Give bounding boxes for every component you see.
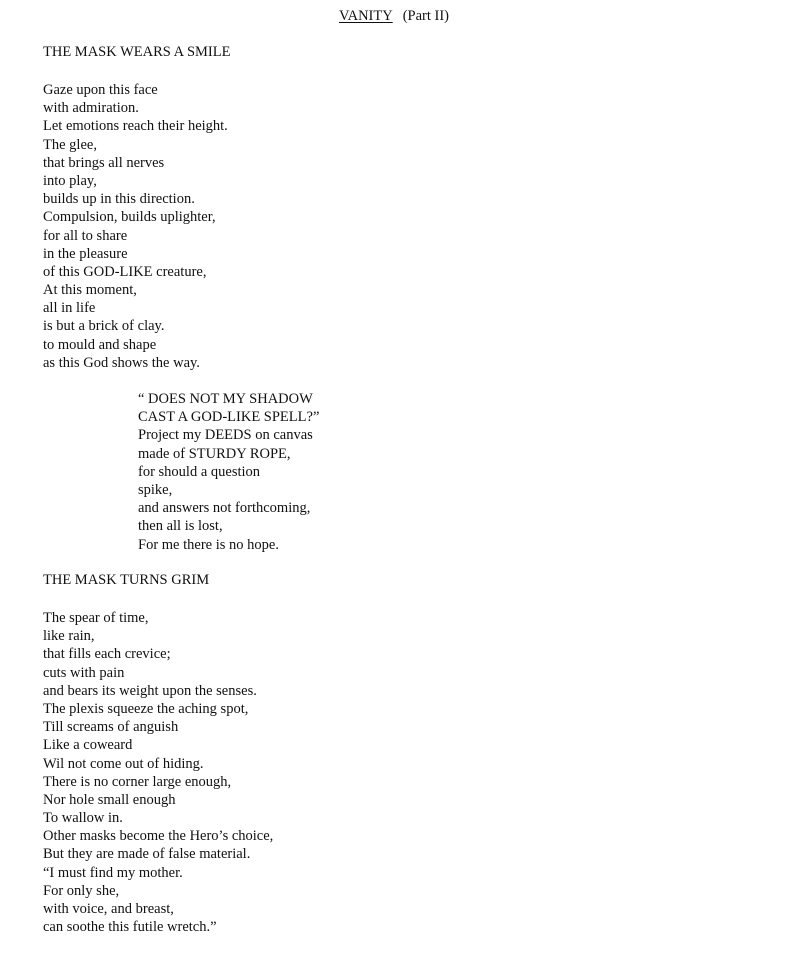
poem-line: with voice, and breast, bbox=[43, 901, 174, 917]
quote-line: then all is lost, bbox=[138, 518, 223, 535]
quote-line: CAST A GOD-LIKE SPELL?” bbox=[138, 409, 320, 426]
poem-line: But they are made of false material. bbox=[43, 846, 251, 863]
poem-line: Till screams of anguish bbox=[43, 719, 179, 736]
quote-line: for should a question bbox=[138, 463, 261, 480]
poem-line: in the pleasure bbox=[43, 245, 128, 262]
poem-line: The plexis squeeze the aching spot, bbox=[43, 700, 249, 717]
stanza-quote bbox=[138, 390, 319, 554]
poem-line: is but a brick of clay. bbox=[43, 318, 165, 335]
section-heading-grim: THE MASK TURNS GRIM bbox=[43, 572, 210, 588]
stanza-smile bbox=[43, 81, 228, 372]
title-part: (Part II) bbox=[402, 8, 449, 24]
poem-line: to mould and shape bbox=[43, 336, 157, 353]
poem-line: Other masks become the Hero’s choice, bbox=[43, 828, 274, 845]
poem-line: To wallow in. bbox=[43, 810, 123, 827]
poem-line: like rain, bbox=[43, 628, 95, 645]
poem-line: builds up in this direction. bbox=[43, 191, 195, 208]
poem-line: of this GOD-LIKE creature, bbox=[43, 263, 207, 280]
quote-line: and answers not forthcoming, bbox=[138, 500, 311, 517]
poem-line: Nor hole small enough bbox=[43, 791, 176, 808]
poem-line: At this moment, bbox=[43, 282, 137, 299]
poem-line: that brings all nerves bbox=[43, 154, 165, 171]
poem-line: for all to share bbox=[43, 227, 128, 244]
poem-line: as this God shows the way. bbox=[43, 354, 200, 371]
poem-line: “I must find my mother. bbox=[43, 864, 183, 881]
stanza-grim bbox=[43, 609, 273, 936]
quote-line: spike, bbox=[138, 481, 173, 498]
title-main: VANITY bbox=[339, 8, 393, 24]
quote-line: Project my DEEDS on canvas bbox=[138, 427, 313, 444]
poem-line: all in life bbox=[43, 300, 96, 317]
poem-line: into play, bbox=[43, 172, 97, 189]
section-heading-smile: THE MASK WEARS A SMILE bbox=[43, 44, 231, 60]
poem-line: There is no corner large enough, bbox=[43, 773, 232, 790]
poem-line: Wil not come out of hiding. bbox=[43, 755, 204, 772]
poem-line: that fills each crevice; bbox=[43, 646, 171, 663]
quote-line: “ DOES NOT MY SHADOW bbox=[138, 391, 313, 407]
poem-line: Gaze upon this face bbox=[43, 82, 158, 98]
poem-line: For only she, bbox=[43, 882, 120, 899]
quote-line: made of STURDY ROPE, bbox=[138, 445, 291, 462]
poem-line: and bears its weight upon the senses. bbox=[43, 682, 257, 699]
poem-line: can soothe this futile wretch.” bbox=[43, 919, 217, 936]
poem-line: Let emotions reach their height. bbox=[43, 118, 228, 135]
poem-line: The spear of time, bbox=[43, 610, 149, 626]
poem-line: The glee, bbox=[43, 136, 97, 153]
poem-line: Like a coweard bbox=[43, 737, 133, 754]
poem-line: Compulsion, builds uplighter, bbox=[43, 209, 216, 226]
poem-title bbox=[339, 8, 449, 25]
poem-line: cuts with pain bbox=[43, 664, 125, 681]
quote-line: For me there is no hope. bbox=[138, 536, 279, 553]
poem-line: with admiration. bbox=[43, 100, 139, 117]
